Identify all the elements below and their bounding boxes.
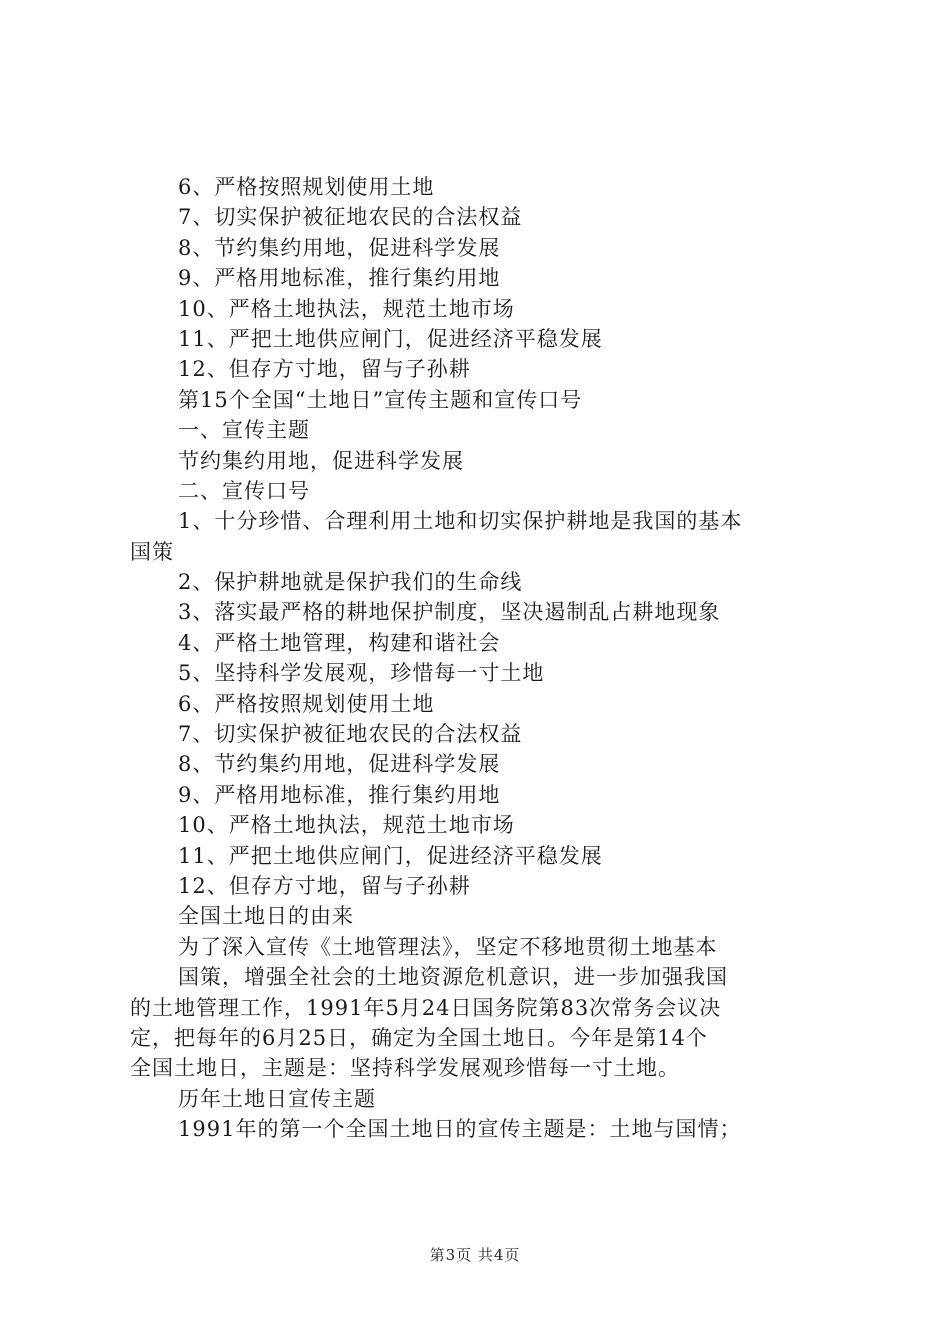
text-line: 第15个全国“土地日”宣传主题和宣传口号: [178, 387, 583, 412]
text-line: 定，把每年的6月25日，确定为全国土地日。今年是第14个: [130, 1025, 708, 1050]
document-body: [130, 172, 835, 1145]
text-line: 全国土地日，主题是：坚持科学发展观珍惜每一寸土地。: [130, 1056, 680, 1081]
text-line: 节约集约用地，促进科学发展: [178, 448, 464, 473]
text-line: 12、但存方寸地，留与子孙耕: [178, 873, 471, 898]
text-line: 3、落实最严格的耕地保护制度，坚决遏制乱占耕地现象: [178, 600, 721, 625]
text-line: 10、严格土地执法，规范土地市场: [178, 296, 515, 321]
text-line: 9、严格用地标准，推行集约用地: [178, 782, 501, 807]
page-footer: 第3页 共4页: [429, 1246, 521, 1264]
text-line: 国策，增强全社会的土地资源危机意识，进一步加强我国: [178, 965, 728, 990]
text-line: 6、严格按照规划使用土地: [178, 691, 435, 716]
text-line: 7、切实保护被征地农民的合法权益: [178, 722, 523, 747]
text-line: 全国土地日的由来: [178, 904, 354, 929]
text-line: 5、坚持科学发展观，珍惜每一寸土地: [178, 661, 545, 686]
text-line: 二、宣传口号: [178, 478, 310, 503]
text-line: 12、但存方寸地，留与子孙耕: [178, 357, 471, 382]
text-line: 一、宣传主题: [178, 418, 310, 443]
text-line: 为了深入宣传《土地管理法》，坚定不移地贯彻土地基本: [178, 934, 718, 959]
text-line: 1991年的第一个全国土地日的宣传主题是：土地与国情；: [178, 1117, 742, 1142]
text-line: 6、严格按照规划使用土地: [178, 175, 435, 199]
text-line: 国策: [130, 539, 174, 564]
text-line: 2、保护耕地就是保护我们的生命线: [178, 570, 523, 595]
text-line: 历年土地日宣传主题: [178, 1086, 376, 1111]
text-line: 1、十分珍惜、合理利用土地和切实保护耕地是我国的基本: [178, 509, 743, 534]
text-line: 10、严格土地执法，规范土地市场: [178, 813, 515, 838]
text-line: 8、节约集约用地，促进科学发展: [178, 235, 501, 260]
text-line: 的土地管理工作，1991年5月24日国务院第83次常务会议决: [130, 995, 722, 1020]
text-line: 7、切实保护被征地农民的合法权益: [178, 205, 523, 230]
text-line: 9、严格用地标准，推行集约用地: [178, 266, 501, 291]
text-line: 11、严把土地供应闸门，促进经济平稳发展: [178, 326, 603, 351]
text-line: 8、节约集约用地，促进科学发展: [178, 752, 501, 777]
text-line: 4、严格土地管理，构建和谐社会: [178, 630, 501, 655]
text-line: 11、严把土地供应闸门，促进经济平稳发展: [178, 843, 603, 868]
